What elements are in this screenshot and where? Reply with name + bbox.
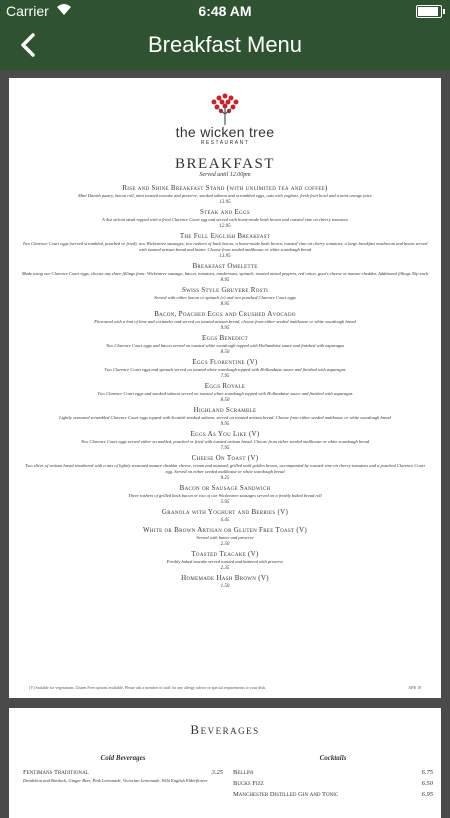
menu-item-price: 8.95 — [220, 302, 230, 307]
cocktail-row — [233, 778, 433, 789]
menu-item-description: Two slices of artisan bread smothered with a mix of lightly seasoned mature cheddar cheese, cream and mustard, grilled until golden brown, accompanied by roasted vine-on cherry tomatoes and a poached Clarence Court egg. Served on either seeded malthouse or white sourdough bread — [25, 463, 425, 474]
footnote — [29, 685, 421, 690]
menu-item — [21, 310, 429, 332]
menu-item-price: 6.45 — [220, 518, 230, 523]
cocktails-column — [233, 754, 433, 800]
menu-item-name: Eggs As You Like (V) — [190, 430, 260, 438]
menu-item-description: Flavoured with a hint of lime and coriander and served on toasted artisan bread, choose from either seeded malthouse or white sourdough bread — [94, 319, 356, 324]
menu-item-price: 13.95 — [219, 200, 231, 205]
brand-subtitle: RESTAURANT — [200, 140, 250, 146]
cocktail-row — [233, 789, 433, 800]
menu-item — [21, 406, 429, 428]
menu-item-price: 7.95 — [220, 374, 230, 379]
menu-item-description: A 4oz sirloin steak topped with a fried Clarence Court egg and served with home-made hash brown and roasted vine on cherry tomatoes — [102, 217, 348, 222]
tree-logo-icon — [205, 92, 245, 126]
menu-item — [21, 286, 429, 308]
cold-beverages-column — [23, 754, 223, 783]
menu-item-name: Cheese On Toast (V) — [191, 454, 259, 462]
menu-item-name: Eggs Benedict — [202, 334, 248, 342]
beverage-description: Dandelion and Burdock, Ginger Beer, Pink Lemonade, Victorian Lemonade, Wild English Elderflower — [23, 778, 208, 783]
menu-item-name: Breakfast Omelette — [192, 262, 258, 270]
menu-item — [21, 232, 429, 260]
menu-item-description: Two Clarence Court eggs and bacon served on toasted white sourdough topped with Hollandaise sauce and finished with asparagus — [105, 343, 345, 348]
menu-item-description: Two Clarence Court eggs (served scrambled, poached or fried), two Wickentree sausages, two rashers of back bacon, a home-made hash brown, roasted vine-on cherry tomatoes, a large breakfast mushroom and beans served with toasted artisan bread and butter. Choose from seeded malthouse or white sourdough bread — [22, 241, 428, 252]
beverage-row — [23, 767, 223, 778]
menu-item — [21, 484, 429, 506]
menu-item — [21, 526, 429, 548]
menu-item-description: Lightly seasoned scrambled Clarence Court eggs topped with Scottish smoked salmon, served on toasted artisan bread. Choose from either seeded malthouse or white sourdough bread — [59, 415, 391, 420]
menu-items — [21, 184, 429, 592]
menu-item-price: 9.95 — [220, 422, 230, 427]
menu-item — [21, 454, 429, 482]
menu-item — [21, 430, 429, 452]
cocktail-price: 6.75 — [421, 769, 433, 776]
served-note: Served until 12.00pm — [199, 172, 251, 178]
menu-item-description: Two Clarence Court eggs and smoked salmon served on toasted white sourdough topped with Hollandaise sauce and finished with asparagus — [97, 391, 353, 396]
menu-item-name: Rise and Shine Breakfast Stand (with unlimited tea and coffee) — [122, 184, 328, 192]
menu-item — [21, 550, 429, 572]
menu-item-description: Made using our Clarence Court eggs, choose any three fillings from: Wickentree sausage, bacon, tomatoes, mushrooms, spinach, roasted mixed peppers, red onion, goat's cheese or mature cheddar. Additional fillings 50p each — [21, 271, 429, 276]
menu-item — [21, 574, 429, 590]
battery-icon — [416, 5, 442, 18]
menu-item-price: 9.95 — [220, 326, 230, 331]
menu-item-name: White or Brown Artisan or Gluten Free Toast (V) — [142, 526, 308, 534]
menu-item-description: Served with either bacon or spinach (v) and two poached Clarence Court eggs — [154, 295, 296, 300]
cocktails-list — [233, 767, 433, 800]
menu-item-name: Eggs Florentine (V) — [192, 358, 258, 366]
menu-item-price: 2.50 — [220, 542, 230, 547]
cocktail-name: Bucks Fizz — [233, 780, 264, 787]
beverages-page[interactable] — [9, 708, 441, 818]
menu-item-name: Eggs Royale — [204, 382, 246, 390]
menu-item-price: 8.95 — [220, 278, 230, 283]
menu-item-name: Swiss Style Gruyere Rosti — [181, 286, 269, 294]
menu-item — [21, 208, 429, 230]
menu-item-price: 7.95 — [220, 446, 230, 451]
menu-item-description: Served with butter and preserve — [196, 535, 254, 540]
menu-item-price: 8.50 — [220, 398, 230, 403]
menu-item-name: Homemade Hash Brown (V) — [181, 574, 269, 582]
menu-item-name: Steak and Eggs — [199, 208, 251, 216]
restaurant-logo — [9, 92, 441, 146]
menu-date: APR 18 — [408, 685, 421, 690]
menu-item — [21, 262, 429, 284]
cold-beverages-heading: Cold Beverages — [100, 754, 146, 762]
menu-item-name: Toasted Teacake (V) — [191, 550, 259, 558]
cocktail-price: 6.50 — [421, 780, 433, 787]
menu-item-description: Two Clarence Court eggs served either scrambled, poached or fried with toasted artisan bread. Choose from either seeded malthouse or white sourdough bread — [80, 439, 370, 444]
cocktail-name: Manchester Distilled Gin and Tonic — [233, 791, 339, 798]
carrier-label: Carrier — [6, 3, 49, 19]
brand-name: the wicken tree — [175, 124, 275, 140]
menu-item-price: 9.25 — [220, 476, 230, 481]
menu-item-description: Freshly baked teacake served toasted and buttered with preserve — [166, 559, 284, 564]
status-time: 6:48 AM — [198, 3, 252, 19]
footnote-text: (V) Suitable for vegetarians. Gluten Free options available. Please ask a member of staff for any allergy advice or special requirements to your dish. — [29, 685, 266, 690]
menu-item-name: The Full English Breakfast — [179, 232, 271, 240]
menu-item-price: 2.35 — [220, 566, 230, 571]
menu-item — [21, 508, 429, 524]
breakfast-menu-page[interactable] — [9, 78, 441, 698]
cocktails-heading: Cocktails — [319, 754, 347, 762]
beverage-name: Fentimans Traditional — [23, 769, 89, 776]
menu-item-price: 12.95 — [219, 224, 231, 229]
menu-item-name: Granola with Yoghurt and Berries (V) — [161, 508, 289, 516]
menu-item-description: Mini Danish pastry, bacon roll, mini toasted teacake and preserve, smoked salmon and scrambled eggs, oats with yoghurt, fresh fruit bowl and a mini orange juice — [78, 193, 372, 198]
cold-beverages-list — [23, 767, 223, 783]
menu-item-price: 13.95 — [219, 254, 231, 259]
cocktail-name: Bellini — [233, 769, 254, 776]
menu-item-name: Highland Scramble — [193, 406, 257, 414]
menu-item-name: Bacon, Poached Eggs and Crushed Avocado — [154, 310, 296, 318]
menu-item-description: Two Clarence Court eggs and spinach served on toasted white sourdough topped with Hollandaise sauce and finished with asparagus — [104, 367, 346, 372]
beverage-price: 3.25 — [211, 769, 223, 776]
status-bar — [0, 0, 450, 22]
menu-item-price: 8.50 — [220, 350, 230, 355]
menu-item-description: Three rashers of grilled back bacon or two of our Wickentree sausages served on a freshly baked bread roll — [128, 493, 322, 498]
page-title: Breakfast Menu — [147, 32, 303, 57]
cocktail-row — [233, 767, 433, 778]
cocktail-price: 6.95 — [421, 791, 433, 798]
menu-item — [21, 184, 429, 206]
menu-item-name: Bacon or Sausage Sandwich — [179, 484, 271, 492]
menu-item-price: 5.95 — [220, 500, 230, 505]
beverages-heading: Beverages — [190, 722, 260, 737]
menu-item — [21, 358, 429, 380]
navigation-bar — [0, 22, 450, 70]
menu-heading: BREAKFAST — [175, 156, 275, 172]
menu-item — [21, 382, 429, 404]
menu-item-price: 1.50 — [220, 584, 230, 589]
menu-item — [21, 334, 429, 356]
